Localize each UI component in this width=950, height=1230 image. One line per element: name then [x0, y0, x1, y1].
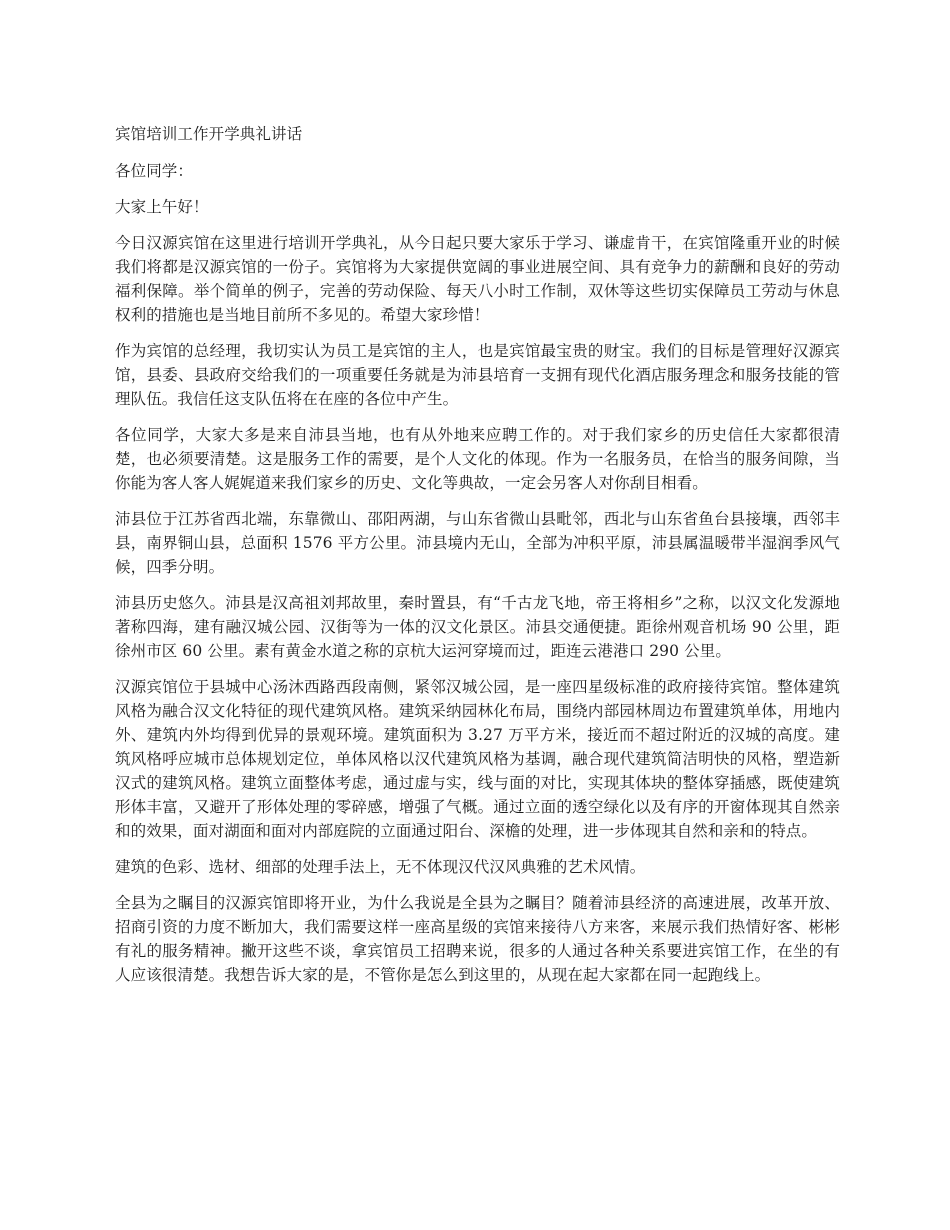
paragraph: 今日汉源宾馆在这里进行培训开学典礼，从今日起只要大家乐于学习、谦虚肯干，在宾馆隆重开业的时候我们将都是汉源宾馆的一份子。宾馆将为大家提供宽阔的事业进展空间、具有竞争力的薪酬和良好的劳动福利保障。举个简单的例子，完善的劳动保险、每天八小时工作制，双休等这些切实保障员工劳动与休息权利的措施也是当地目前所不多见的。希望大家珍惜！	[115, 234, 840, 324]
paragraph: 沛县历史悠久。沛县是汉高祖刘邦故里，秦时置县，有“千古龙飞地，帝王将相乡”之称，以汉文化发源地著称四海，建有融汉城公园、汉街等为一体的汉文化景区。沛县交通便捷。距徐州观音机场 90 公里，距徐州市区 60 公里。素有黄金水道之称的京杭大运河穿境而过，距连云港港口 290 公里。	[115, 594, 840, 660]
paragraph: 各位同学，大家大多是来自沛县当地，也有从外地来应聘工作的。对于我们家乡的历史信任大家都很清楚，也必须要清楚。这是服务工作的需要，是个人文化的体现。作为一名服务员，在恰当的服务间隙，当你能为客人客人娓娓道来我们家乡的历史、文化等典故，一定会另客人对你刮目相看。	[115, 426, 840, 492]
document-page	[115, 122, 840, 999]
paragraph: 沛县位于江苏省西北端，东靠微山、邵阳两湖，与山东省微山县毗邻，西北与山东省鱼台县接壤，西邻丰县，南界铜山县，总面积 1576 平方公里。沛县境内无山，全部为冲积平原，沛县属温暖带半湿润季风气候，四季分明。	[115, 510, 840, 576]
paragraph: 汉源宾馆位于县城中心汤沐西路西段南侧，紧邻汉城公园，是一座四星级标准的政府接待宾馆。整体建筑风格为融合汉文化特征的现代建筑风格。建筑采纳园林化布局，围绕内部园林周边布置建筑单体，用地内外、建筑内外均得到优异的景观环境。建筑面积为 3.27 万平方米，接近而不超过附近的汉城的高度。建筑风格呼应城市总体规划定位，单体风格以汉代建筑风格为基调，融合现代建筑简洁明快的风格，塑造新汉式的建筑风格。建筑立面整体考虑，通过虚与实，线与面的对比，实现其体块的整体穿插感，既使建筑形体丰富，又避开了形体处理的零碎感，增强了气概。通过立面的透空绿化以及有序的开窗体现其自然亲和的效果，面对湖面和面对内部庭院的立面通过阳台、深檐的处理，进一步体现其自然和亲和的特点。	[115, 678, 840, 840]
document-title: 宾馆培训工作开学典礼讲话	[115, 125, 303, 143]
paragraph: 全县为之瞩目的汉源宾馆即将开业，为什么我说是全县为之瞩目？随着沛县经济的高速进展，改革开放、招商引资的力度不断加大，我们需要这样一座高星级的宾馆来接待八方来客，来展示我们热情好客、彬彬有礼的服务精神。撇开这些不谈，拿宾馆员工招聘来说，很多的人通过各种关系要进宾馆工作，在坐的有人应该很清楚。我想告诉大家的是，不管你是怎么到这里的，从现在起大家都在同一起跑线上。	[115, 894, 840, 984]
paragraph: 建筑的色彩、选材、细部的处理手法上，无不体现汉代汉风典雅的艺术风情。	[115, 858, 646, 876]
salutation: 各位同学：	[115, 162, 194, 180]
greeting: 大家上午好！	[115, 198, 209, 216]
paragraph: 作为宾馆的总经理，我切实认为员工是宾馆的主人，也是宾馆最宝贵的财宝。我们的目标是管理好汉源宾馆，县委、县政府交给我们的一项重要任务就是为沛县培育一支拥有现代化酒店服务理念和服务技能的管理队伍。我信任这支队伍将在在座的各位中产生。	[115, 342, 840, 408]
